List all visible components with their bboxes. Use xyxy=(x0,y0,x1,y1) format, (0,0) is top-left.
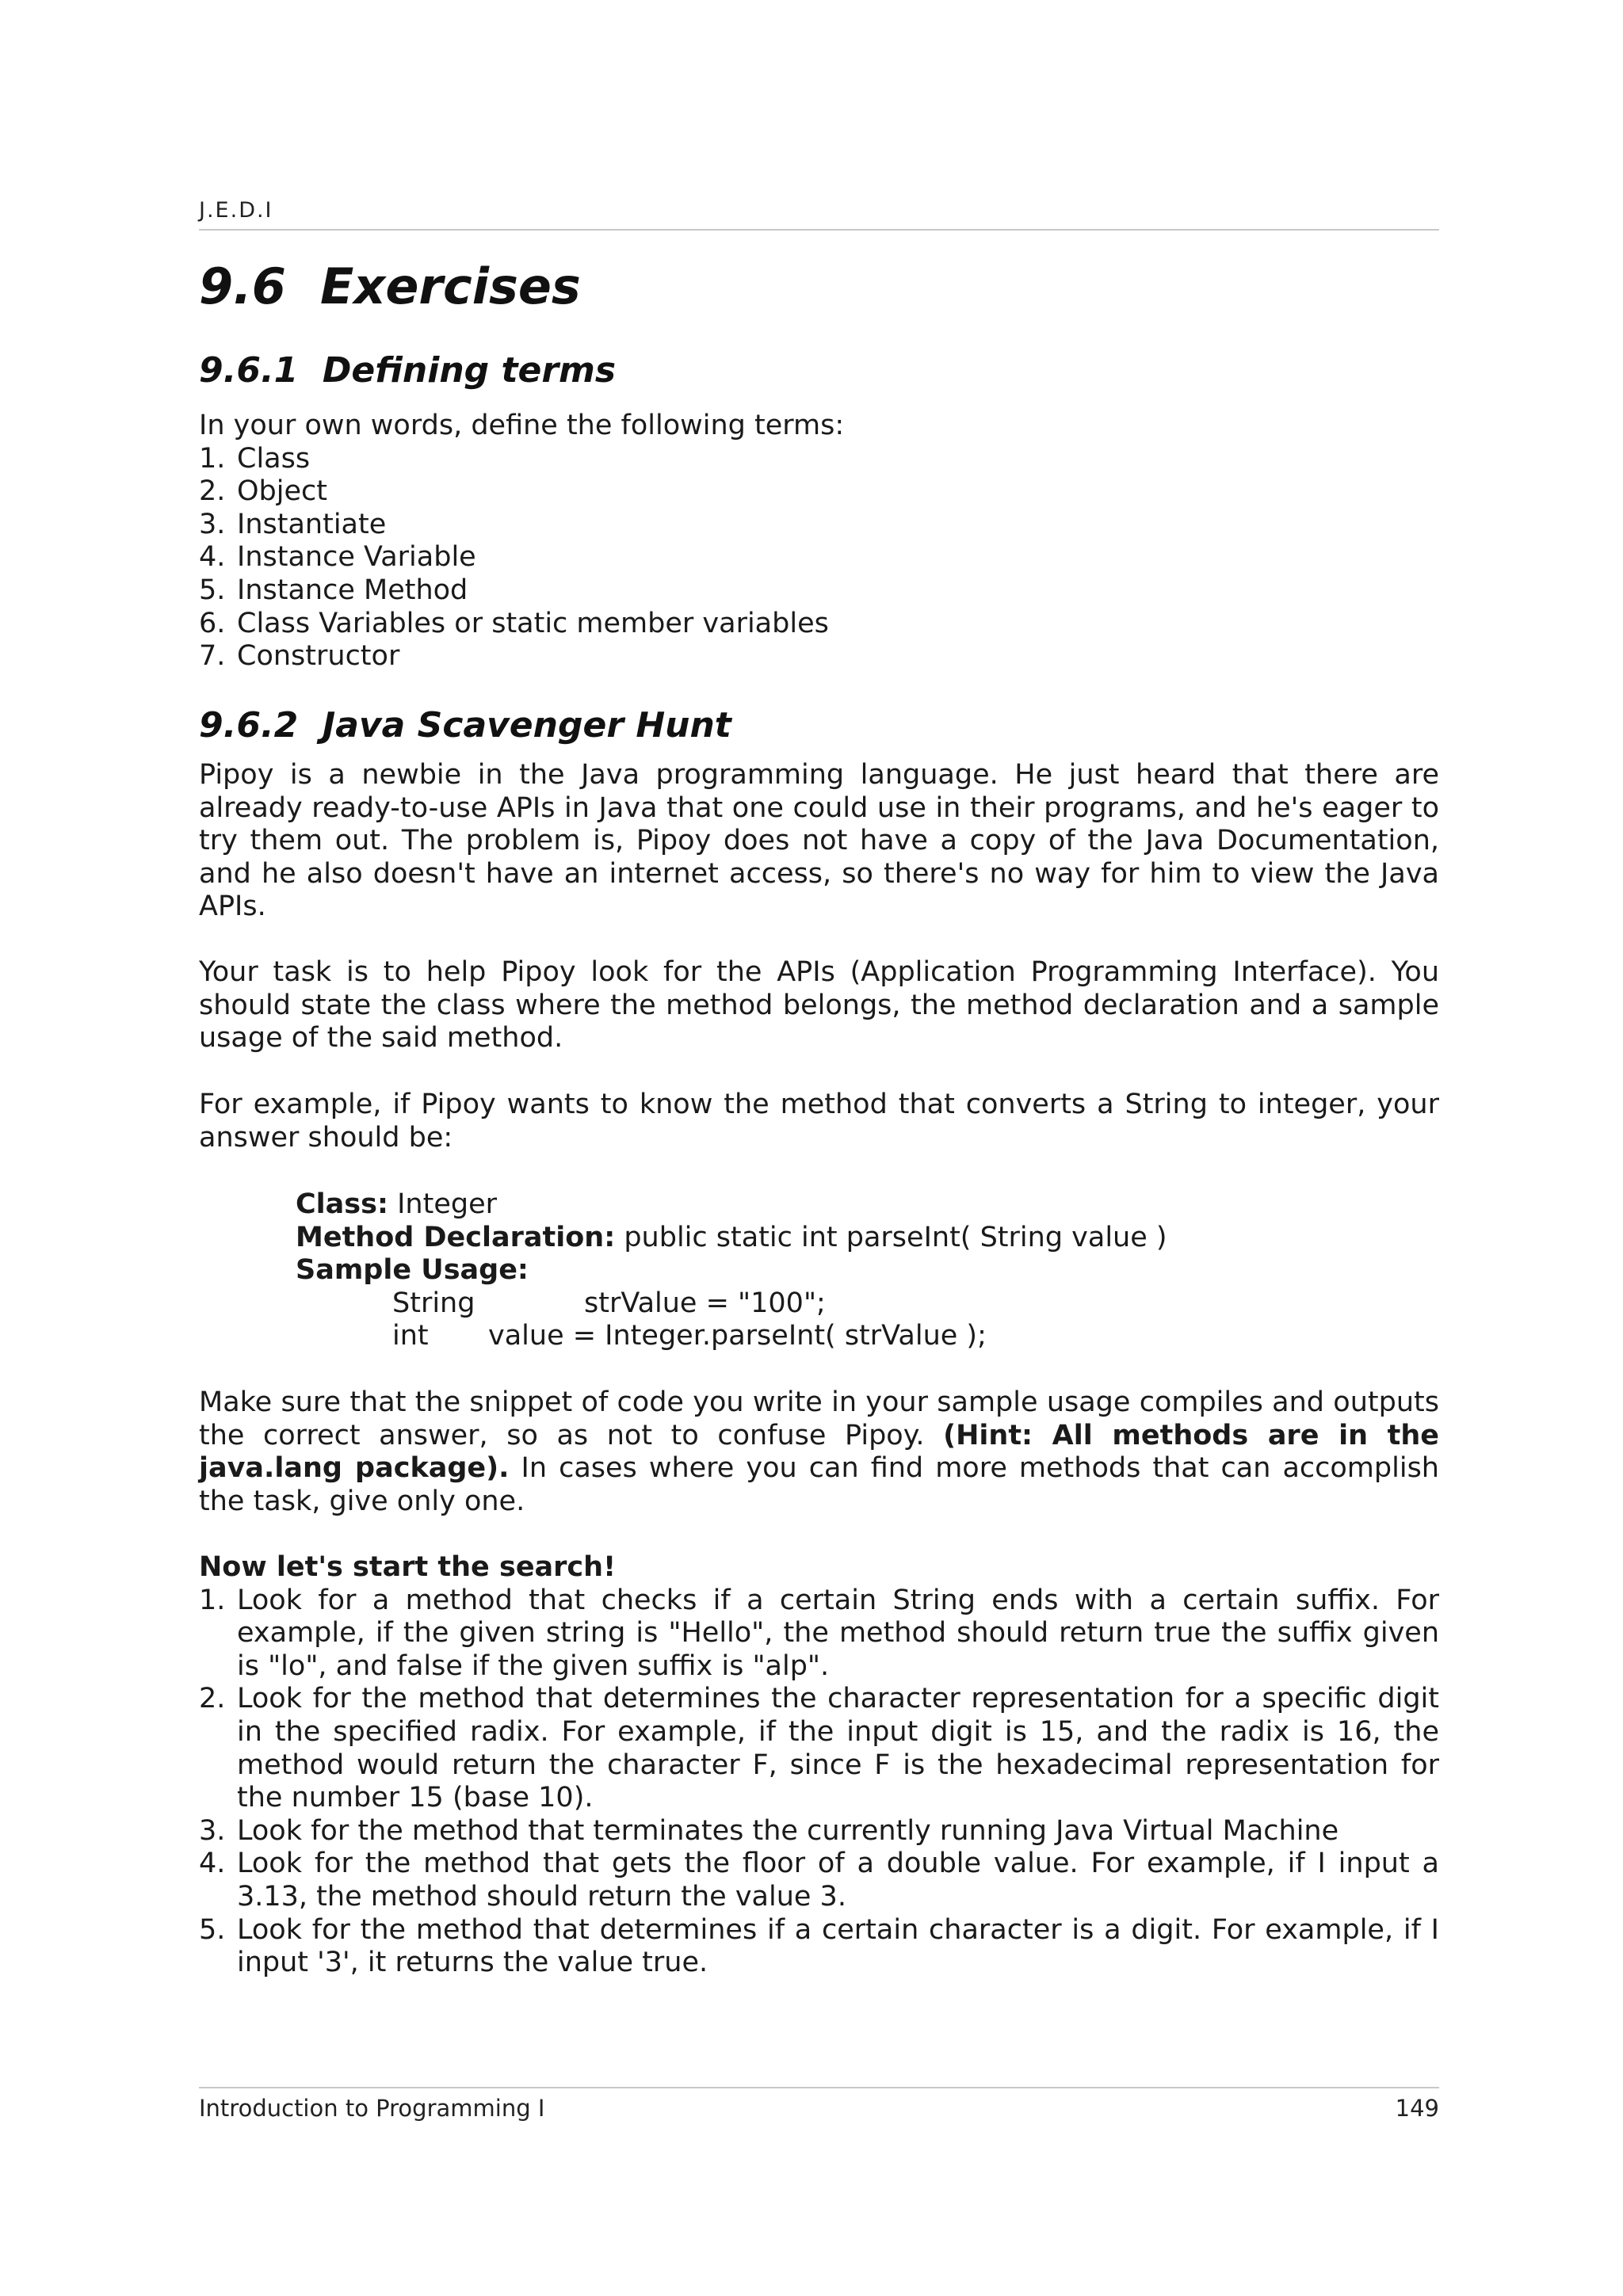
list-item: 5. Instance Method xyxy=(199,574,468,606)
section-title: 9.6 Exercises xyxy=(199,257,581,315)
search-list xyxy=(199,1585,1439,1980)
scavenger-paragraph-1: Pipoy is a newbie in the Java programming language. He just heard that there are already ready-to-use APIs in Java that one could use in their programs, and he's eager to try them out. The problem is, Pipoy does not have a copy of the Java Documentation, and he also doesn't have an internet access, so there's no way for him to view the Java APIs. xyxy=(199,759,1439,923)
example-code-line-2: int value = Integer.parseInt( strValue ); xyxy=(392,1320,987,1352)
scavenger-paragraph-4: Make sure that the snippet of code you write in your sample usage compiles and outputs the correct answer, so as not to confuse Pipoy. (Hint: All methods are in the java.lang package). In cases where you can find more methods that can accomplish the task, give only one. xyxy=(199,1386,1439,1517)
example-code-line-1: String strValue = "100"; xyxy=(392,1287,826,1319)
scavenger-paragraph-3: For example, if Pipoy wants to know the method that converts a String to integer, your answer should be: xyxy=(199,1089,1439,1154)
page-number: 149 xyxy=(1395,2095,1439,2122)
example-block xyxy=(296,1188,1167,1353)
example-usage-label: Sample Usage: xyxy=(296,1254,529,1287)
list-item: 1. Look for a method that checks if a certain String ends with a certain suffix. For example, if the given string is "Hello", the method should return true the suffix given is "lo", and false if the given suffix is "alp". xyxy=(199,1584,1439,1682)
list-item: 1. Class xyxy=(199,442,311,475)
list-item: 4. Look for the method that gets the floor of a double value. For example, if I input a 3.13, the method should return the value 3. xyxy=(199,1848,1439,1913)
search-heading: Now let's start the search! xyxy=(199,1551,617,1583)
subsection-title-defining-terms: 9.6.1 Defining terms xyxy=(199,350,617,391)
scavenger-paragraph-2: Your task is to help Pipoy look for the APIs (Application Programming Interface). You should state the class where the method belongs, the method declaration and a sample usage of the said method. xyxy=(199,956,1439,1055)
list-item: 2. Object xyxy=(199,475,327,508)
page-footer xyxy=(199,2087,1439,2122)
defining-terms-block xyxy=(199,410,1439,673)
search-block xyxy=(199,1551,1439,1980)
list-item: 5. Look for the method that determines if a certain character is a digit. For example, if I input '3', it returns the value true. xyxy=(199,1913,1439,1979)
list-item: 7. Constructor xyxy=(199,640,400,673)
terms-list xyxy=(199,443,1439,673)
example-declaration-line: Method Declaration: public static int parseInt( String value ) xyxy=(296,1221,1167,1253)
running-header: J.E.D.I xyxy=(199,198,1439,231)
defining-terms-intro: In your own words, define the following terms: xyxy=(199,410,845,441)
list-item: 4. Instance Variable xyxy=(199,541,476,574)
list-item: 2. Look for the method that determines the character representation for a specific digit in the specified radix. For example, if the input digit is 15, and the radix is 16, the method would return the character F, since F is the hexadecimal representation for the number 15 (base 10). xyxy=(199,1683,1439,1814)
footer-title: Introduction to Programming I xyxy=(199,2095,545,2122)
subsection-title-scavenger-hunt: 9.6.2 Java Scavenger Hunt xyxy=(199,705,731,746)
example-class-line: Class: Integer xyxy=(296,1188,497,1220)
list-item: 3. Look for the method that terminates the currently running Java Virtual Machine xyxy=(199,1814,1339,1847)
list-item: 3. Instantiate xyxy=(199,508,387,540)
list-item: 6. Class Variables or static member variables xyxy=(199,607,829,639)
